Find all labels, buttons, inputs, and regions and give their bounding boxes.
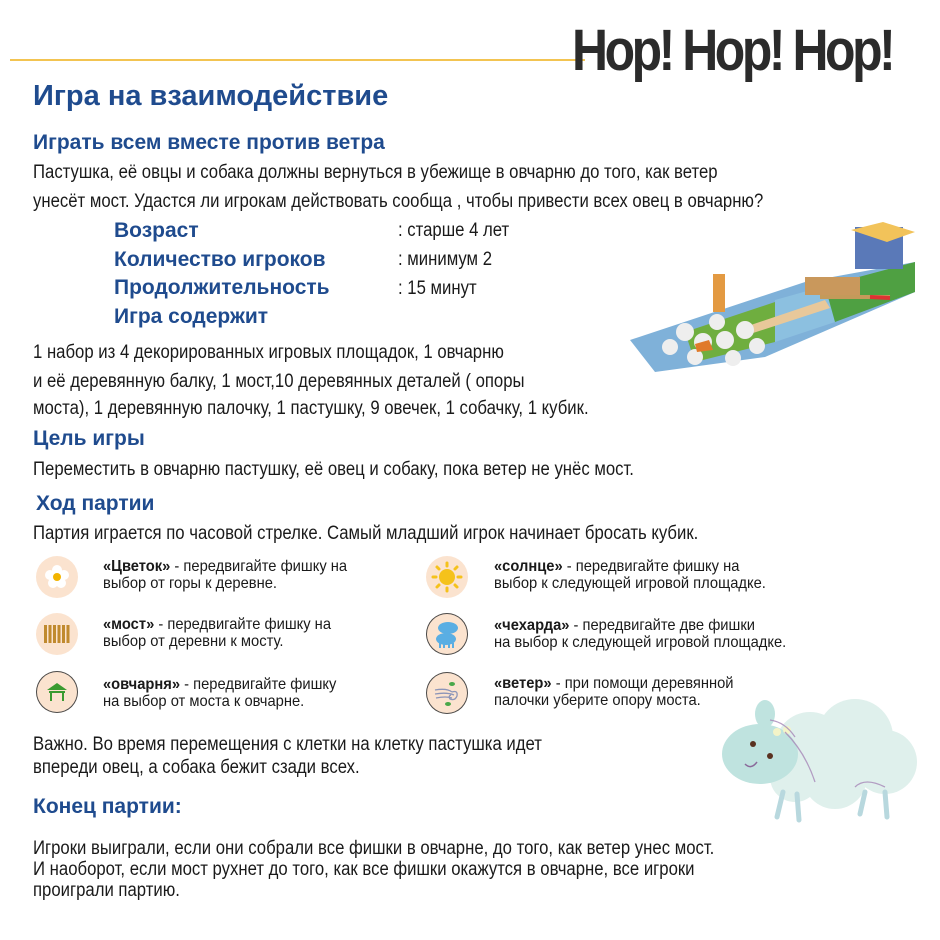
end-line-1: Игроки выиграли, если они собрали все фишки в овчарне, до того, как ветер унес мост. [33,838,715,859]
move-bridge [103,616,331,650]
info-value-age: : старше 4 лет [398,220,510,241]
info-value-duration: : 15 минут [398,278,477,299]
move-bridge-name: «мост» [103,616,155,633]
end-line-2: И наоборот, если мост рухнет до того, как все фишки окажутся в овчарне, все игроки [33,859,695,880]
move-flower [103,558,347,592]
sheepfold-icon [36,671,78,713]
move-sun-desc2: выбор к следующей игровой площадке. [494,575,766,592]
move-leapfrog [494,617,786,651]
info-label-players: Количество игроков [114,248,326,271]
flower-icon [36,556,78,598]
contents-line-3: моста), 1 деревянную палочку, 1 пастушку, 9 овечек, 1 собачку, 1 кубик. [33,398,589,419]
gameplay-heading: Ход партии [36,492,155,515]
info-label-duration: Продолжительность [114,276,330,299]
move-sheepfold-desc2: на выбор от моста к овчарне. [103,693,305,710]
info-label-age: Возраст [114,219,199,242]
move-wind [494,675,734,709]
end-heading: Конец партии: [33,795,182,818]
move-wind-name: «ветер» [494,675,552,692]
sun-icon [426,556,468,598]
move-leapfrog-name: «чехарда» [494,617,570,634]
move-flower-desc1: - передвигайте фишку на [170,558,348,575]
move-sheepfold-desc1: - передвигайте фишку [180,676,337,693]
gameplay-text: Партия играется по часовой стрелке. Самый младший игрок начинает бросать кубик. [33,523,699,544]
move-leapfrog-desc1: - передвигайте две фишки [569,617,755,634]
move-bridge-desc1: - передвигайте фишку на [154,616,332,633]
info-value-players: : минимум 2 [398,249,492,270]
important-line-1: Важно. Во время перемещения с клетки на клетку пастушка идет [33,734,542,755]
move-leapfrog-desc2: на выбор к следующей игровой площадке. [494,634,787,651]
page-title: Игра на взаимодействие [33,80,389,112]
move-flower-name: «Цветок» [103,558,171,575]
move-sun [494,558,766,592]
header-rule [10,59,585,61]
bridge-icon [36,613,78,655]
goal-text: Переместить в овчарню пастушку, её овец и собаку, пока ветер не унёс мост. [33,459,634,480]
contents-line-1: 1 набор из 4 декорированных игровых площадок, 1 овчарню [33,342,504,363]
game-board-image [625,222,915,372]
page-subtitle: Играть всем вместе против ветра [33,131,385,154]
move-wind-desc2: палочки уберите опору моста. [494,692,701,709]
contents-line-2: и её деревянную балку, 1 мост,10 деревянных деталей ( опоры [33,371,525,392]
wind-icon [426,672,468,714]
important-line-2: впереди овец, а собака бежит сзади всех. [33,757,360,778]
move-wind-desc1: - при помощи деревянной [551,675,734,692]
sheep-illustration [715,692,925,824]
move-sun-name: «солнце» [494,558,563,575]
move-sheepfold-name: «овчарня» [103,676,181,693]
move-flower-desc2: выбор от горы к деревне. [103,575,277,592]
end-line-3: проиграли партию. [33,880,180,901]
brand-logo: Hop! Hop! Hop! [572,18,893,83]
move-sun-desc1: - передвигайте фишку на [562,558,740,575]
move-bridge-desc2: выбор от деревни к мосту. [103,633,284,650]
intro-line-2: унесёт мост. Удастся ли игрокам действовать сообща , чтобы привести всех овец в овчарню? [33,191,764,212]
intro-line-1: Пастушка, её овцы и собака должны вернуться в убежище в овчарню до того, как ветер [33,162,718,183]
info-label-contents: Игра содержит [114,305,269,328]
goal-heading: Цель игры [33,427,145,450]
move-sheepfold [103,676,336,710]
leapfrog-icon [426,613,468,655]
